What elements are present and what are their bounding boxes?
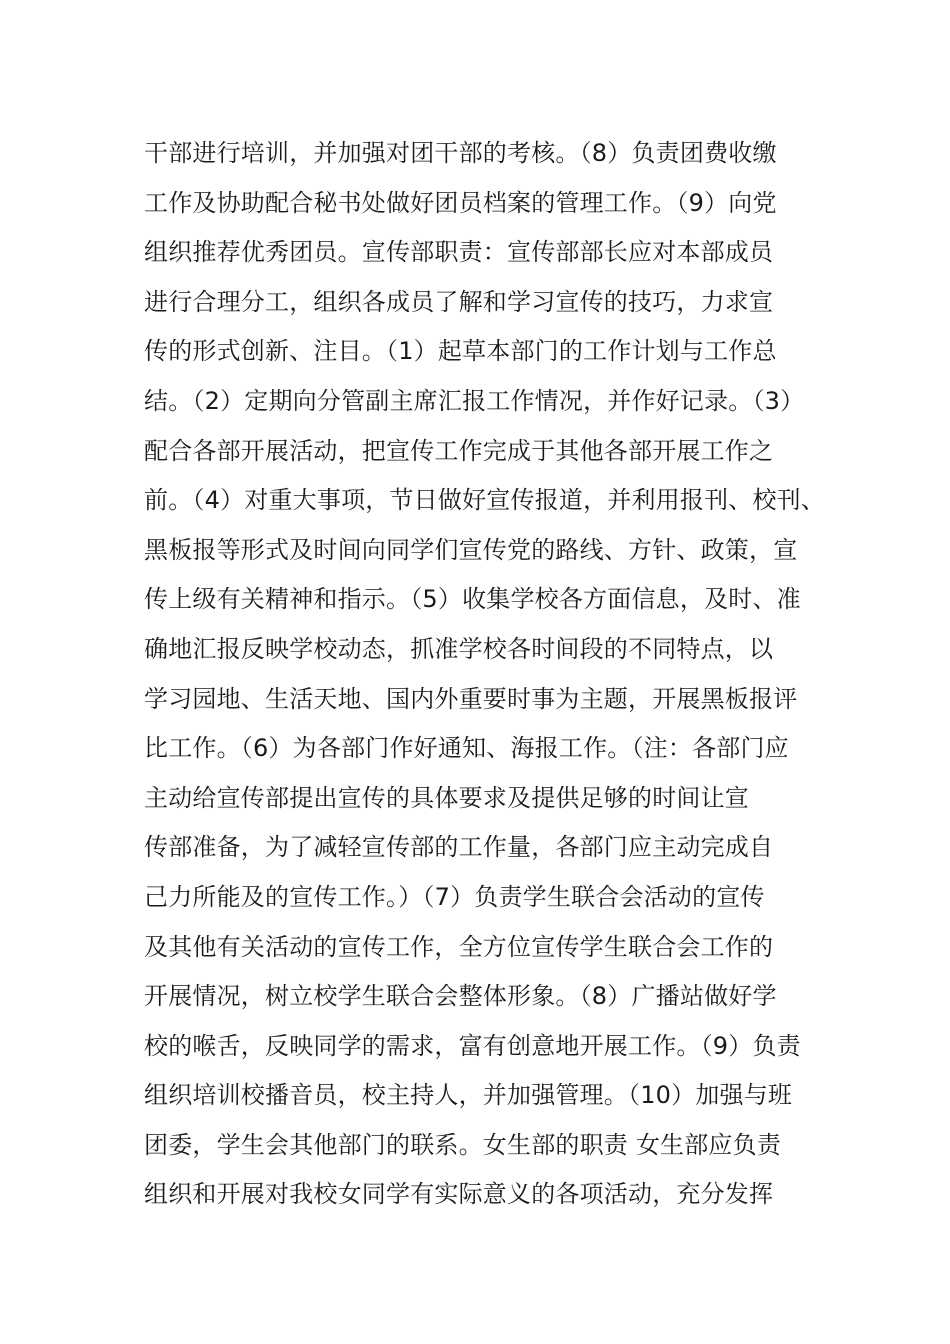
text-line: 组织推荐优秀团员。宣传部职责：宣传部部长应对本部成员 [144, 238, 774, 267]
text-line: 确地汇报反映学校动态，抓准学校各时间段的不同特点，以 [144, 634, 774, 663]
text-line: 配合各部开展活动，把宣传工作完成于其他各部开展工作之 [144, 436, 774, 465]
text-line: 及其他有关活动的宣传工作，全方位宣传学生联合会工作的 [144, 932, 774, 961]
text-line: 组织和开展对我校女同学有实际意义的各项活动，充分发挥 [144, 1180, 774, 1209]
text-line: 学习园地、生活天地、国内外重要时事为主题，开展黑板报评 [144, 684, 798, 713]
text-line: 组织培训校播音员，校主持人，并加强管理。（10）加强与班 [144, 1081, 793, 1110]
text-line: 传上级有关精神和指示。（5）收集学校各方面信息，及时、准 [144, 585, 801, 614]
text-line: 前。（4）对重大事项，节日做好宣传报道，并利用报刊、校刊、 [144, 486, 826, 515]
text-line: 黑板报等形式及时间向同学们宣传党的路线、方针、政策，宣 [144, 535, 798, 564]
text-line: 开展情况，树立校学生联合会整体形象。（8）广播站做好学 [144, 982, 777, 1011]
body-text [144, 129, 824, 1220]
text-line: 传的形式创新、注目。（1）起草本部门的工作计划与工作总 [144, 337, 777, 366]
text-line: 团委，学生会其他部门的联系。女生部的职责 女生部应负责 [144, 1130, 782, 1159]
text-line: 比工作。（6）为各部门作好通知、海报工作。（注：各部门应 [144, 734, 789, 763]
text-line: 工作及协助配合秘书处做好团员档案的管理工作。（9）向党 [144, 188, 777, 217]
text-line: 主动给宣传部提出宣传的具体要求及提供足够的时间让宣 [144, 783, 749, 812]
text-line: 进行合理分工，组织各成员了解和学习宣传的技巧，力求宣 [144, 287, 774, 316]
text-line: 己力所能及的宣传工作。）（7）负责学生联合会活动的宣传 [144, 882, 765, 911]
text-line: 校的喉舌，反映同学的需求，富有创意地开展工作。（9）负责 [144, 1031, 801, 1060]
text-line: 传部准备，为了减轻宣传部的工作量，各部门应主动完成自 [144, 833, 774, 862]
text-line: 干部进行培训，并加强对团干部的考核。（8）负责团费收缴 [144, 139, 777, 167]
text-line: 结。（2）定期向分管副主席汇报工作情况，并作好记录。（3） [144, 386, 805, 415]
